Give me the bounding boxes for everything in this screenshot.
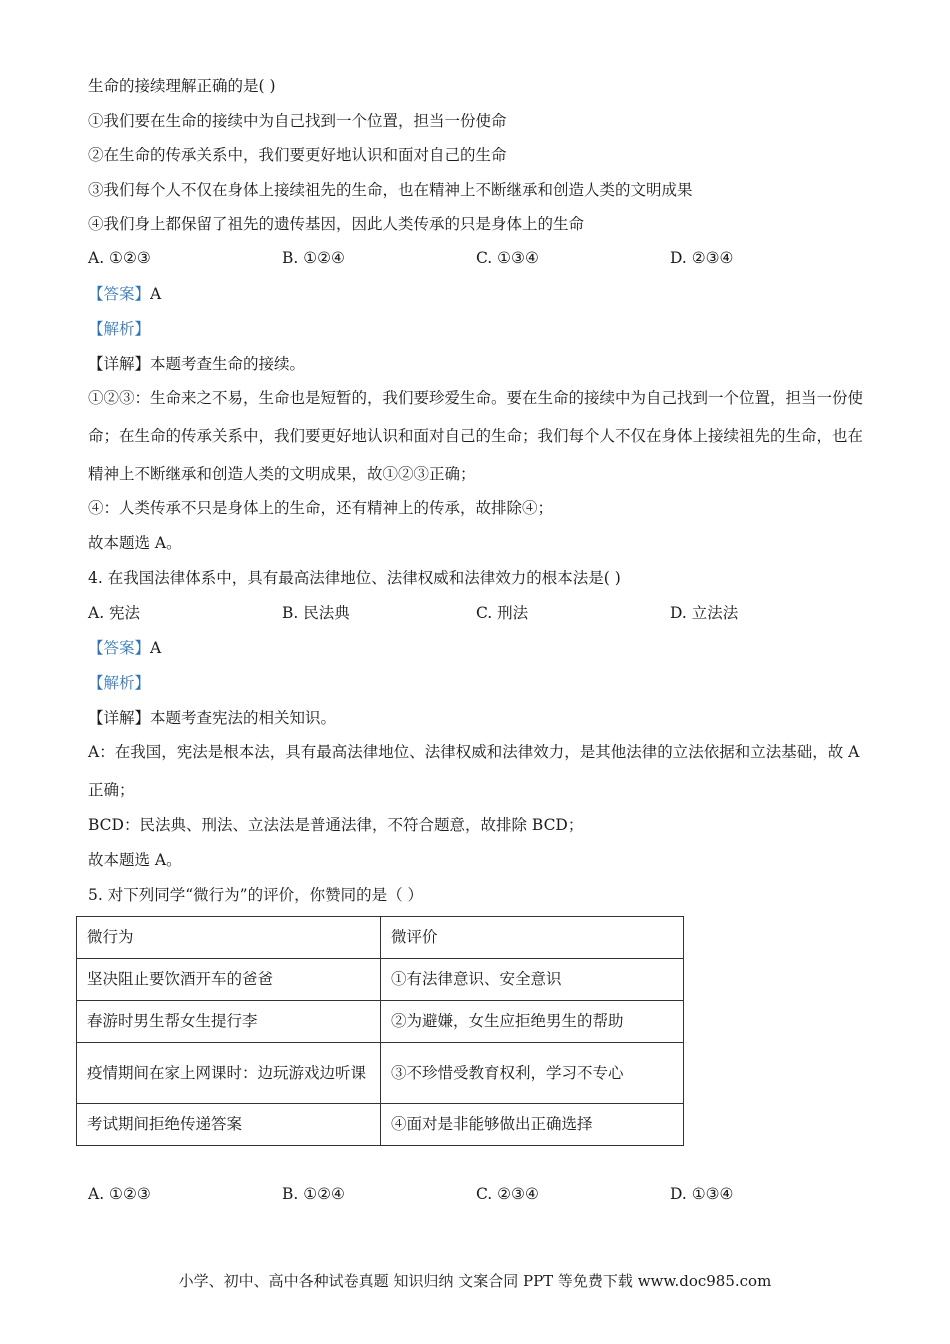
q4-option-d: D. 立法法 <box>670 604 739 622</box>
q4-options <box>88 603 868 623</box>
analysis-label: 【解析】 <box>88 674 151 692</box>
q3-item-4: ④我们身上都保留了祖先的遗传基因，因此人类传承的只是身体上的生命 <box>88 215 585 233</box>
answer-label: 【答案】 <box>88 639 151 657</box>
table-header: 微行为 <box>77 917 381 959</box>
table-cell: ③不珍惜受教育权利，学习不专心 <box>381 1043 684 1104</box>
q3-stem: 生命的接续理解正确的是( ) <box>88 77 276 95</box>
q3-detail <box>88 354 305 374</box>
q4-explanation-2: BCD：民法典、刑法、立法法是普通法律，不符合题意，故排除 BCD； <box>88 816 584 834</box>
q3-explanation-2: ④：人类传承不只是身体上的生命，还有精神上的传承，故排除④； <box>88 499 554 517</box>
q4-answer <box>88 638 161 658</box>
q3-item-2: ②在生命的传承关系中，我们要更好地认识和面对自己的生命 <box>88 146 507 164</box>
table-cell: ①有法律意识、安全意识 <box>381 959 684 1001</box>
q4-conclusion: 故本题选 A。 <box>88 851 182 869</box>
q3-option-a: A. ①②③ <box>88 249 151 267</box>
q3-option-c: C. ①③④ <box>476 249 539 267</box>
answer-value: A <box>150 285 162 303</box>
q5-options <box>88 1184 868 1204</box>
q3-explanation-1: ①②③：生命来之不易，生命也是短暂的，我们要珍爱生命。要在生命的接续中为自己找到一个位置，担当一份使命；在生命的传承关系中，我们要更好地认识和面对自己的生命；我们每个人不仅在身体上接续祖先的生命，也在精神上不断继承和创造人类的文明成果，故①②③正确； <box>88 389 864 483</box>
q4-detail <box>88 708 336 728</box>
q4-option-b: B. 民法典 <box>282 604 350 622</box>
table-cell: ④面对是非能够做出正确选择 <box>381 1104 684 1146</box>
q3-options <box>88 248 868 268</box>
table-cell: 春游时男生帮女生提行李 <box>77 1001 381 1043</box>
table-row <box>77 1001 684 1043</box>
table-cell: 坚决阻止要饮酒开车的爸爸 <box>77 959 381 1001</box>
table-row <box>77 1043 684 1104</box>
table-cell: ②为避嫌，女生应拒绝男生的帮助 <box>381 1001 684 1043</box>
answer-label: 【答案】 <box>88 285 151 303</box>
q4-analysis-label <box>88 673 150 693</box>
q5-stem: 5. 对下列同学“微行为”的评价，你赞同的是（ ） <box>88 886 423 904</box>
table-row <box>77 1104 684 1146</box>
q5-option-a: A. ①②③ <box>88 1185 151 1203</box>
q3-answer <box>88 284 161 304</box>
q5-option-d: D. ①③④ <box>670 1185 734 1203</box>
table-row <box>77 959 684 1001</box>
q5-option-c: C. ②③④ <box>476 1185 539 1203</box>
detail-label: 【详解】 <box>88 355 151 373</box>
q3-item-3: ③我们每个人不仅在身体上接续祖先的生命，也在精神上不断继承和创造人类的文明成果 <box>88 181 693 199</box>
detail-label: 【详解】 <box>88 709 151 727</box>
q3-item-1: ①我们要在生命的接续中为自己找到一个位置，担当一份使命 <box>88 112 507 130</box>
q5-option-b: B. ①②④ <box>282 1185 345 1203</box>
answer-value: A <box>150 639 162 657</box>
table-header: 微评价 <box>381 917 684 959</box>
table-cell: 疫情期间在家上网课时：边玩游戏边听课 <box>77 1043 381 1104</box>
page-footer: 小学、初中、高中各种试卷真题 知识归纳 文案合同 PPT 等免费下载 www.doc985.com <box>178 1272 772 1290</box>
q4-explanation-1: A：在我国，宪法是根本法，具有最高法律地位、法律权威和法律效力，是其他法律的立法依据和立法基础，故 A 正确； <box>88 743 860 799</box>
q3-option-d: D. ②③④ <box>670 249 734 267</box>
table-header-row <box>77 917 684 959</box>
q4-option-a: A. 宪法 <box>88 604 141 622</box>
analysis-label: 【解析】 <box>88 320 151 338</box>
q4-option-c: C. 刑法 <box>476 604 529 622</box>
q3-conclusion: 故本题选 A。 <box>88 534 182 552</box>
q4-stem: 4. 在我国法律体系中，具有最高法律地位、法律权威和法律效力的根本法是( ) <box>88 569 621 587</box>
detail-text: 本题考查宪法的相关知识。 <box>150 709 337 727</box>
q3-option-b: B. ①②④ <box>282 249 345 267</box>
table-cell: 考试期间拒绝传递答案 <box>77 1104 381 1146</box>
q3-analysis-label <box>88 319 150 339</box>
detail-text: 本题考查生命的接续。 <box>150 355 306 373</box>
q5-table <box>76 916 684 1146</box>
